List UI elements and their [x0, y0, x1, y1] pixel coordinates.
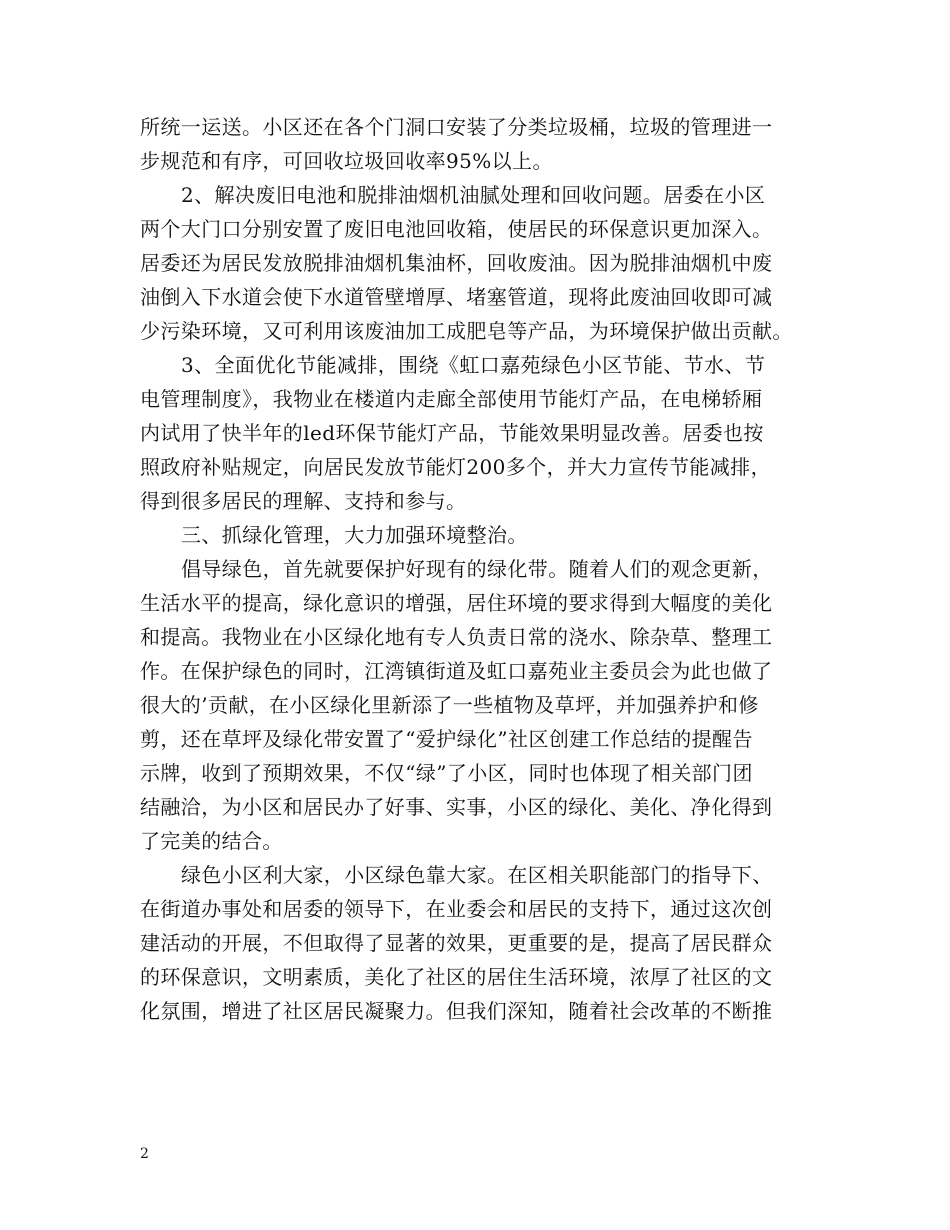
text-line: 居委还为居民发放脱排油烟机集油杯，回收废油。因为脱排油烟机中废 [140, 251, 773, 275]
text-line: 步规范和有序，可回收垃圾回收率95%以上。 [140, 149, 553, 173]
page-number: 2 [140, 1146, 149, 1162]
text-line: 内试用了快半年的led环保节能灯产品，节能效果明显改善。居委也按 [140, 421, 764, 445]
text-line: 倡导绿色，首先就要保护好现有的绿化带。随着人们的观念更新， [181, 557, 773, 581]
text-line: 了完美的结合。 [140, 829, 283, 853]
text-line: 2、解决废旧电池和脱排油烟机油腻处理和回收问题。居委在小区 [181, 183, 766, 207]
text-line: 示牌，收到了预期效果，不仅“绿”了小区，同时也体现了相关部门团 [140, 761, 753, 785]
text-line: 结融洽，为小区和居民办了好事、实事，小区的绿化、美化、净化得到 [140, 795, 773, 819]
text-line: 电管理制度》，我物业在楼道内走廊全部使用节能灯产品，在电梯轿厢 [140, 387, 763, 411]
text-line: 绿色小区利大家，小区绿色靠大家。在区相关职能部门的指导下、 [181, 863, 773, 887]
text-line: 所统一运送。小区还在各个门洞口安装了分类垃圾桶，垃圾的管理进一 [140, 115, 773, 139]
text-line: 3、全面优化节能减排，围绕《虹口嘉苑绿色小区节能、节水、节 [181, 353, 766, 377]
text-line: 的环保意识，文明素质，美化了社区的居住生活环境，浓厚了社区的文 [140, 965, 773, 989]
text-line: 少污染环境，又可利用该废油加工成肥皂等产品，为环境保护做出贡献。 [140, 319, 793, 343]
text-line: 三、抓绿化管理，大力加强环境整治。 [181, 523, 528, 547]
text-line: 在街道办事处和居委的领导下，在业委会和居民的支持下，通过这次创 [140, 897, 773, 921]
text-line: 油倒入下水道会使下水道管壁增厚、堵塞管道，现将此废油回收即可减 [140, 285, 773, 309]
text-line: 作。在保护绿色的同时，江湾镇街道及虹口嘉苑业主委员会为此也做了 [140, 659, 773, 683]
text-line: 得到很多居民的理解、支持和参与。 [140, 489, 467, 513]
text-line: 很大的’贡献，在小区绿化里新添了一些植物及草坪，并加强养护和修 [140, 693, 759, 717]
text-line: 两个大门口分别安置了废旧电池回收箱，使居民的环保意识更加深入。 [140, 217, 773, 241]
text-line: 剪，还在草坪及绿化带安置了“爱护绿化”社区创建工作总结的提醒告 [140, 727, 753, 751]
text-line: 建活动的开展，不但取得了显著的效果，更重要的是，提高了居民群众 [140, 931, 773, 955]
text-line: 和提高。我物业在小区绿化地有专人负责日常的浇水、除杂草、整理工 [140, 625, 773, 649]
text-line: 化氛围，增进了社区居民凝聚力。但我们深知，随着社会改革的不断推 [140, 999, 773, 1023]
text-line: 照政府补贴规定，向居民发放节能灯200多个，并大力宣传节能减排， [140, 455, 771, 479]
document-body [140, 110, 830, 1028]
text-line: 生活水平的提高，绿化意识的增强，居住环境的要求得到大幅度的美化 [140, 591, 773, 615]
